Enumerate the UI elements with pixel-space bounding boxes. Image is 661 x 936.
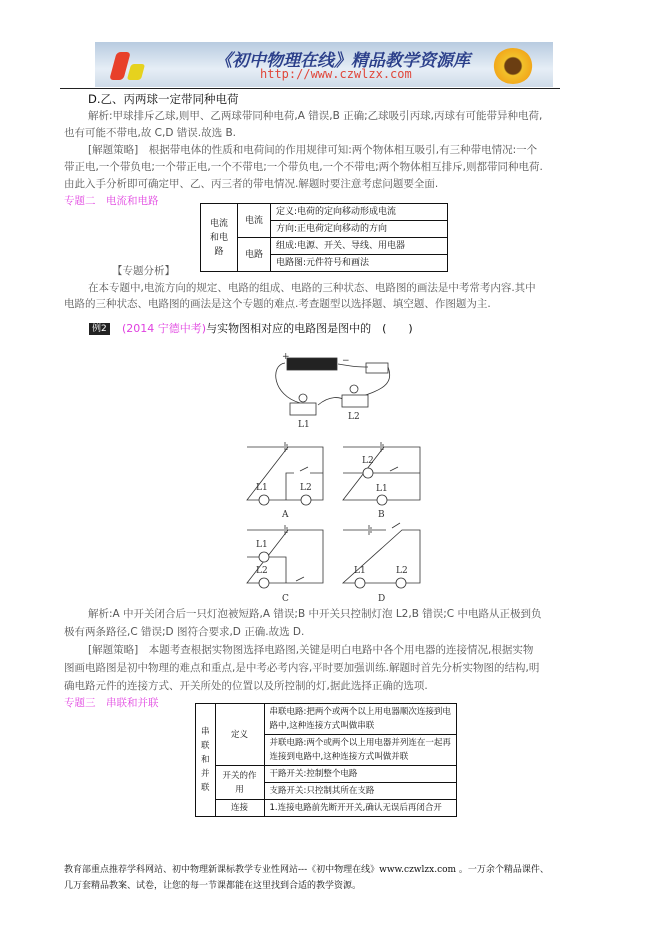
table-root: 串联和并联 xyxy=(196,704,216,817)
option-c-label: C xyxy=(282,594,289,604)
l2-label: L2 xyxy=(362,456,374,466)
option-d: D.乙、丙两球一定带同种电荷 xyxy=(88,92,239,106)
topic3-table xyxy=(195,703,457,817)
circuit-figure xyxy=(230,345,430,605)
strategy-line: 带正电,一个带负电;一个带正电,一个不带电;一个带负电,一个不带电;两个物体相互排斥,则都带同种电荷. xyxy=(64,161,543,173)
l1-label: L1 xyxy=(256,483,268,493)
table-cell: 支路开关:只控制其所在支路 xyxy=(264,783,456,800)
footer-line: 教育部重点推荐学科网站、初中物理新课标教学专业性网站---《初中物理在线》www.czwlzx.com 。一万余个精品课件、 xyxy=(64,865,549,875)
banner-url[interactable]: http://www.czwlzx.com xyxy=(260,67,412,81)
logo-icon-accent xyxy=(127,64,145,80)
example-source: (2014 宁德中考) xyxy=(122,322,207,335)
answer-strategy-line: 确电路元件的连接方式、开关所处的位置以及所控制的灯,据此选择正确的选项. xyxy=(64,680,428,692)
table-root: 电流和电路 xyxy=(201,204,238,272)
topic-analysis-line: 电路的三种状态、电路图的画法是这个专题的难点.考查题型以选择题、填空题、作图题为主. xyxy=(64,298,491,310)
table-cell: 串联电路:把两个或两个以上用电器顺次连接到电路中,这种连接方式叫做串联 xyxy=(264,704,456,735)
l2-label: L2 xyxy=(348,412,360,422)
table-category: 定义 xyxy=(215,704,264,766)
table-category: 开关的作用 xyxy=(215,766,264,800)
l2-label: L2 xyxy=(300,483,312,493)
table-category: 电流 xyxy=(238,204,271,238)
plus-label: + xyxy=(282,352,290,362)
answer-strategy-line: [解题策略] 本题考查根据实物图选择电路图,关键是明白电路中各个用电器的连接情况,根据实物 xyxy=(88,644,534,656)
header-divider xyxy=(60,88,560,89)
answer-strategy-line: 图画电路图是初中物理的难点和重点,是中考必考内容,平时要加强训练.解题时首先分析实物图的结构,明 xyxy=(64,662,540,674)
table-cell: 定义:电荷的定向移动形成电流 xyxy=(271,204,448,221)
table-cell: 1.连接电路前先断开开关,确认无误后再闭合开 xyxy=(264,800,456,817)
footer-line: 几万套精品教案、试卷，让您的每一节课都能在这里找到合适的教学资源。 xyxy=(64,881,362,891)
topic-analysis-line: 在本专题中,电流方向的规定、电路的组成、电路的三种状态、电路图的画法是中考常考内容.其中 xyxy=(88,282,536,294)
topic2-heading: 专题二 电流和电路 xyxy=(64,195,159,207)
table-cell: 电路图:元件符号和画法 xyxy=(271,255,448,272)
table-category: 连接 xyxy=(215,800,264,817)
l1-label: L1 xyxy=(376,484,388,494)
option-a-label: A xyxy=(282,510,289,520)
topic3-heading: 专题三 串联和并联 xyxy=(64,697,159,709)
l2-label: L2 xyxy=(396,566,408,576)
minus-label: − xyxy=(342,356,350,366)
example-question: 与实物图相对应的电路图是图中的 ( ) xyxy=(206,322,413,335)
l2-label: L2 xyxy=(256,566,268,576)
circuit-c xyxy=(247,525,323,604)
analysis-line: 解析:甲球排斥乙球,则甲、乙两球带同种电荷,A 错误,B 正确;乙球吸引丙球,丙球有可能带异种电荷, xyxy=(88,110,543,122)
l1-label: L1 xyxy=(298,420,310,430)
analysis-label: 【专题分析】 xyxy=(112,265,175,277)
analysis-line: 也有可能不带电,故 C,D 错误.故选 B. xyxy=(64,127,236,139)
physical-circuit xyxy=(276,352,390,430)
circuit-a xyxy=(247,442,323,520)
banner-title: 《初中物理在线》精品教学资源库 xyxy=(215,51,470,71)
option-d-label: D xyxy=(378,594,386,604)
l1-label: L1 xyxy=(256,540,268,550)
table-category: 电路 xyxy=(238,238,271,272)
answer-line: 极有两条路径,C 错误;D 图符合要求,D 正确.故选 D. xyxy=(64,626,305,638)
l1-label: L1 xyxy=(354,566,366,576)
circuit-b xyxy=(343,442,420,520)
table-cell: 组成:电源、开关、导线、用电器 xyxy=(271,238,448,255)
sunflower-icon xyxy=(493,48,533,84)
example-badge: 例2 xyxy=(89,323,110,335)
strategy-line: [解题策略] 根据带电体的性质和电荷间的作用规律可知:两个物体相互吸引,有三种带电情况:一个 xyxy=(88,144,538,156)
topic2-table xyxy=(200,203,448,272)
strategy-line: 由此入手分析即可确定甲、乙、丙三者的带电情况.解题时要注意考虑问题要全面. xyxy=(64,178,439,190)
footer xyxy=(64,862,549,894)
table-cell: 方向:正电荷定向移动的方向 xyxy=(271,221,448,238)
table-cell: 并联电路:两个或两个以上用电器并列连在一起再连接到电路中,这种连接方式叫做并联 xyxy=(264,735,456,766)
answer-line: 解析:A 中开关闭合后一只灯泡被短路,A 错误;B 中开关只控制灯泡 L2,B 错误;C 中电路从正极到负 xyxy=(88,608,542,620)
site-banner xyxy=(95,42,553,87)
circuit-d xyxy=(343,523,420,604)
option-b-label: B xyxy=(378,510,385,520)
table-cell: 干路开关:控制整个电路 xyxy=(264,766,456,783)
